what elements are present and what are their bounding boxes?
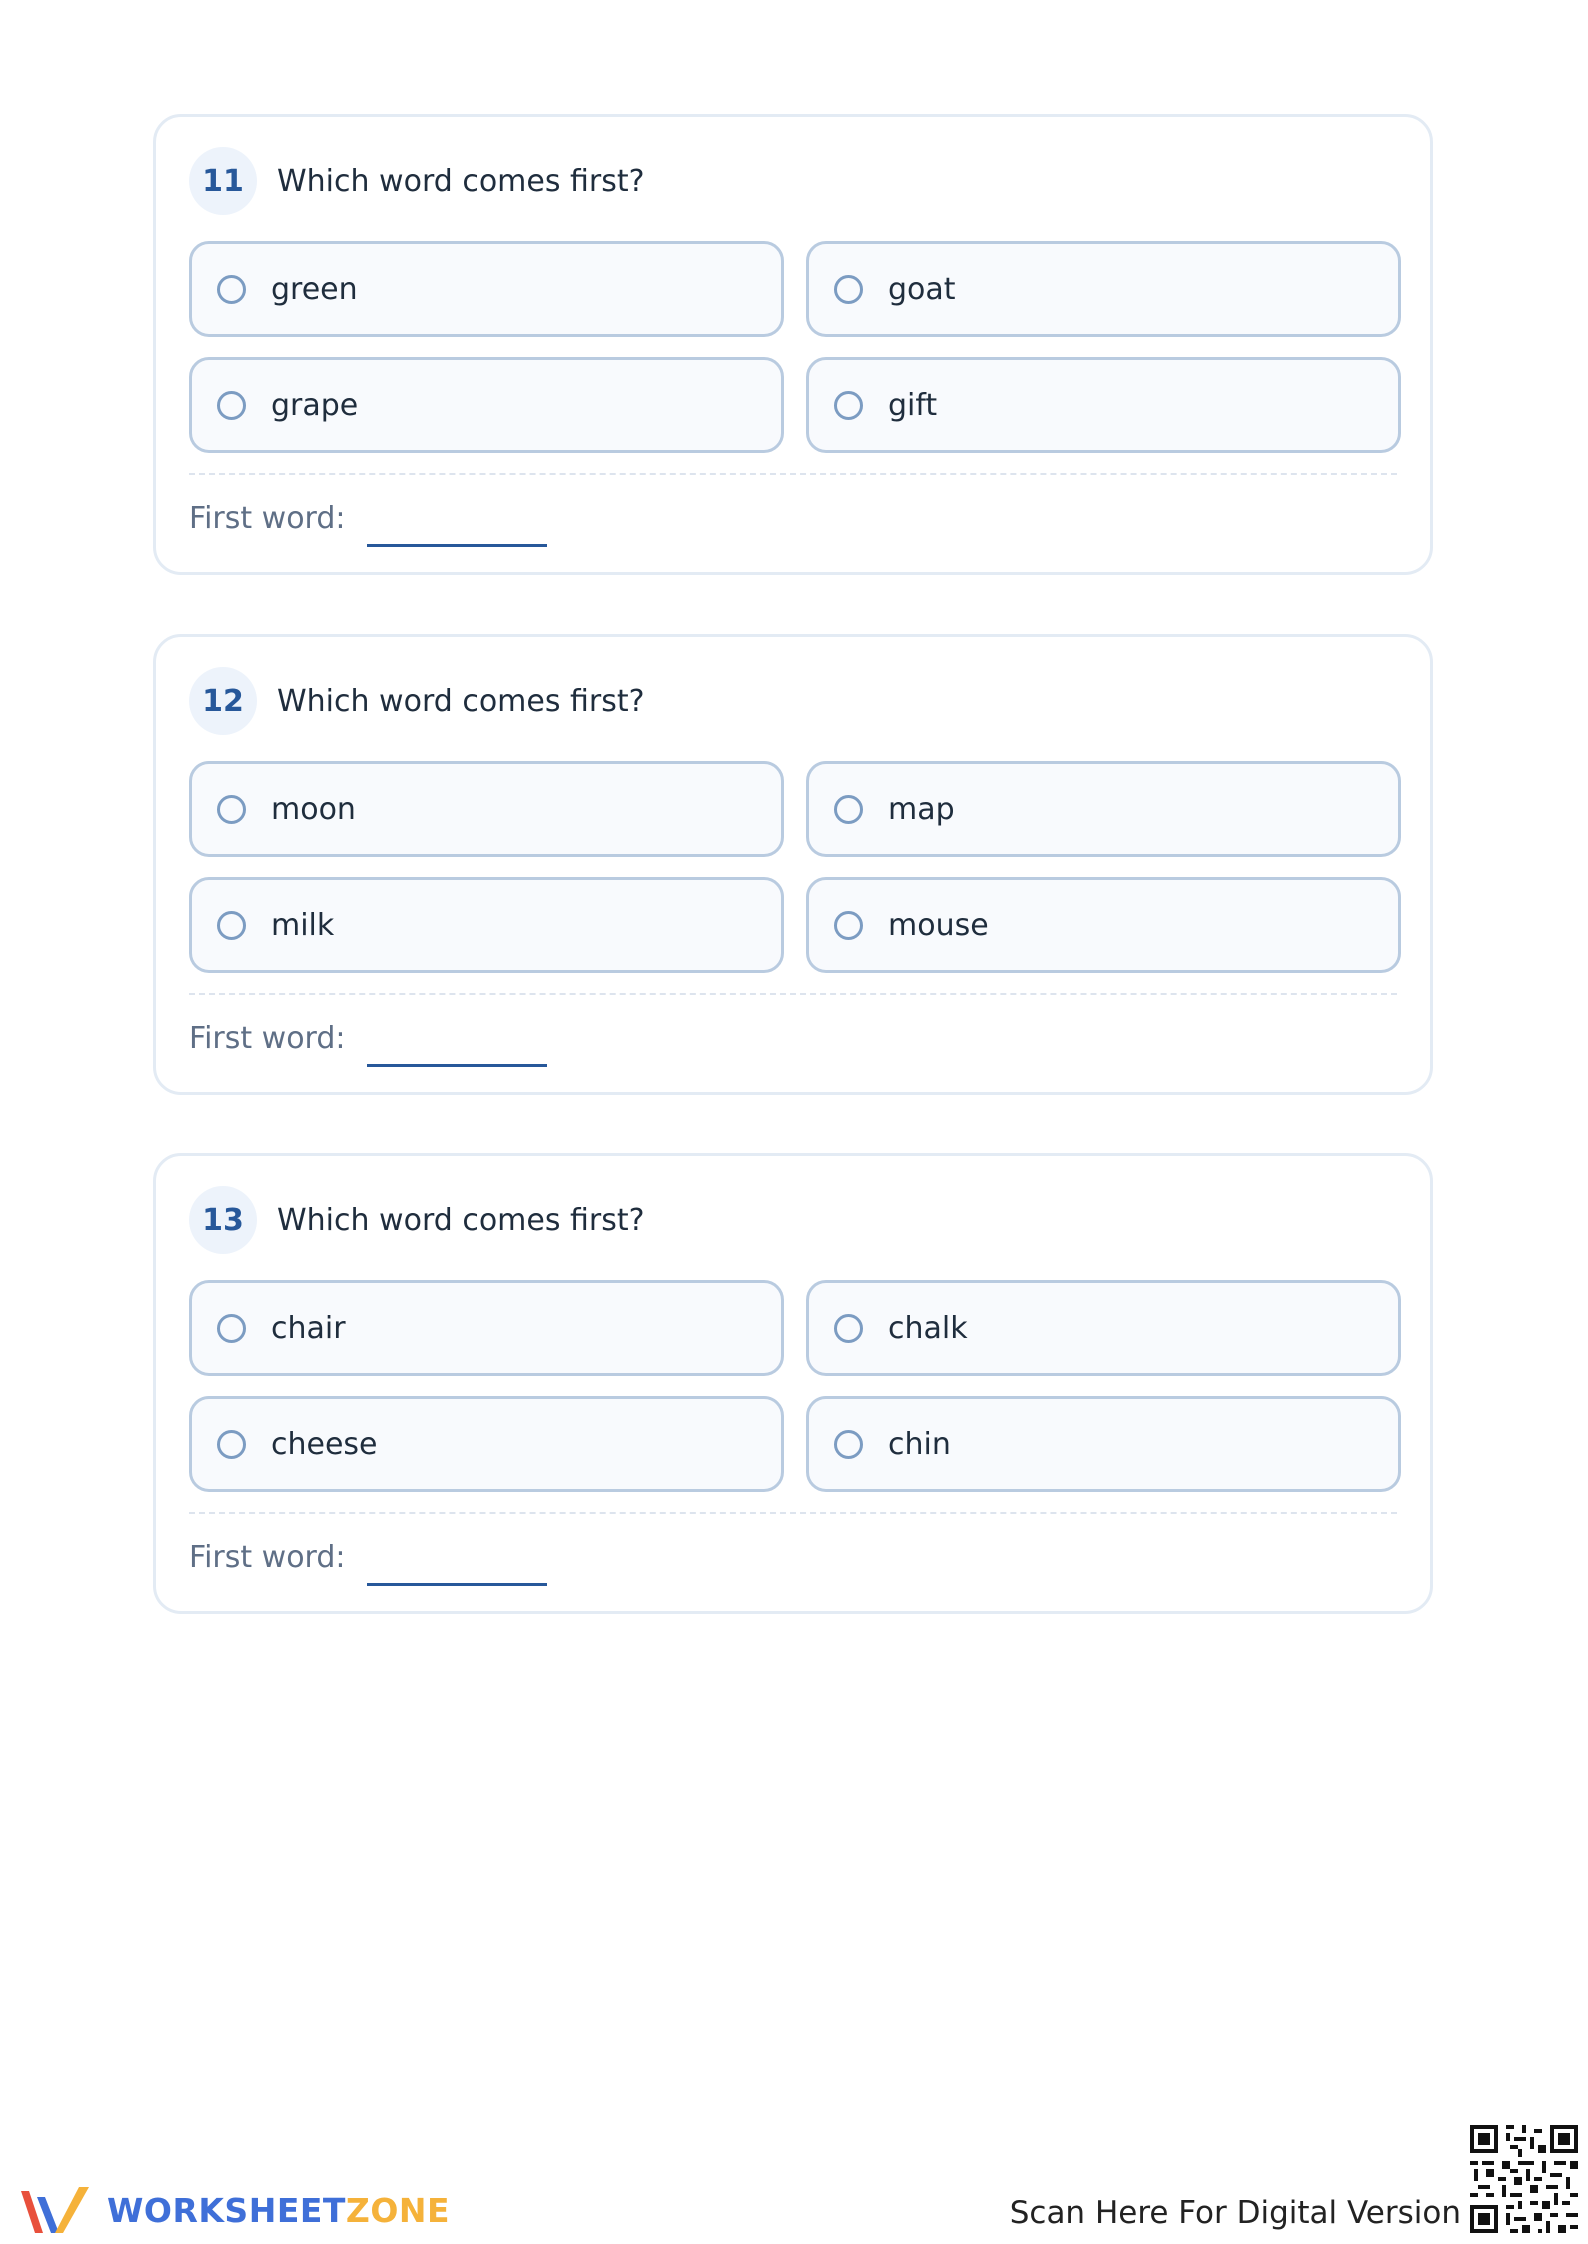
answer-option[interactable]	[189, 1280, 784, 1376]
radio-button[interactable]	[217, 1314, 246, 1343]
answer-option[interactable]	[189, 241, 784, 337]
question-card-13	[153, 1153, 1433, 1614]
question-number-badge: 13	[189, 1186, 257, 1254]
question-prompt: Which word comes first?	[277, 683, 645, 719]
question-prompt: Which word comes first?	[277, 1202, 645, 1238]
answer-option-label: goat	[888, 271, 956, 307]
answer-option[interactable]	[806, 761, 1401, 857]
answer-option[interactable]	[189, 761, 784, 857]
radio-button[interactable]	[217, 1430, 246, 1459]
first-word-label: First word:	[189, 1021, 346, 1056]
first-word-label: First word:	[189, 501, 346, 536]
answer-option[interactable]	[806, 877, 1401, 973]
question-card-12	[153, 634, 1433, 1095]
brand-wordmark-part2: ZONE	[345, 2190, 451, 2230]
radio-button[interactable]	[217, 391, 246, 420]
brand-logo	[17, 2180, 450, 2240]
dashed-divider	[189, 473, 1397, 475]
first-word-answer-line[interactable]	[367, 544, 547, 547]
answer-option[interactable]	[806, 241, 1401, 337]
answer-option-label: mouse	[888, 907, 989, 943]
answer-option[interactable]	[806, 1396, 1401, 1492]
first-word-label: First word:	[189, 1540, 346, 1575]
answer-option[interactable]	[189, 1396, 784, 1492]
brand-wordmark-part1: WORKSHEET	[107, 2190, 346, 2230]
first-word-answer-line[interactable]	[367, 1064, 547, 1067]
radio-button[interactable]	[217, 911, 246, 940]
answer-option-label: gift	[888, 387, 938, 423]
answer-option[interactable]	[806, 1280, 1401, 1376]
answer-option-label: moon	[271, 791, 356, 827]
question-card-11	[153, 114, 1433, 575]
question-header	[189, 147, 645, 215]
question-number-badge: 11	[189, 147, 257, 215]
answer-option[interactable]	[189, 877, 784, 973]
answer-option-label: chin	[888, 1426, 951, 1462]
answer-option-label: chalk	[888, 1310, 968, 1346]
radio-button[interactable]	[834, 391, 863, 420]
scan-instruction: Scan Here For Digital Version	[1009, 2195, 1461, 2231]
answer-option-label: milk	[271, 907, 335, 943]
answer-option-label: chair	[271, 1310, 346, 1346]
qr-code-icon[interactable]	[1470, 2125, 1578, 2233]
dashed-divider	[189, 993, 1397, 995]
radio-button[interactable]	[834, 911, 863, 940]
answer-option-label: cheese	[271, 1426, 378, 1462]
radio-button[interactable]	[834, 275, 863, 304]
brand-wordmark	[107, 2191, 450, 2230]
question-number-badge: 12	[189, 667, 257, 735]
radio-button[interactable]	[834, 795, 863, 824]
answer-option-label: green	[271, 271, 358, 307]
answer-option-label: grape	[271, 387, 359, 423]
radio-button[interactable]	[834, 1430, 863, 1459]
radio-button[interactable]	[834, 1314, 863, 1343]
answer-option[interactable]	[806, 357, 1401, 453]
question-prompt: Which word comes first?	[277, 163, 645, 199]
radio-button[interactable]	[217, 275, 246, 304]
dashed-divider	[189, 1512, 1397, 1514]
first-word-answer-line[interactable]	[367, 1583, 547, 1586]
answer-option-label: map	[888, 791, 955, 827]
radio-button[interactable]	[217, 795, 246, 824]
question-header	[189, 1186, 645, 1254]
answer-option[interactable]	[189, 357, 784, 453]
worksheetzone-logo-icon	[17, 2181, 93, 2239]
question-header	[189, 667, 645, 735]
